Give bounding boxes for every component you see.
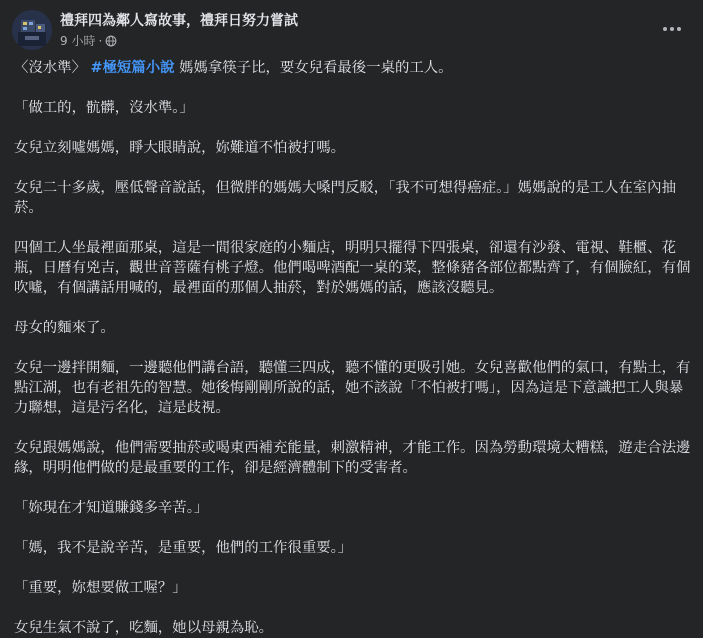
paragraph: 女兒一邊拌開麵，一邊聽他們講台語，聽懂三四成，聽不懂的更吸引她。女兒喜歡他們的氣口，有點土，有點江湖，也有老祖先的智慧。她後悔剛剛所說的話，她不該說「不怕被打嗎」，因為這是下意識把工人與暴力聯想，這是污名化，這是歧視。: [14, 360, 691, 416]
author-name[interactable]: 禮拜四為鄰人寫故事，禮拜日努力嘗試: [60, 13, 298, 29]
post-timestamp[interactable]: 9 小時: [60, 34, 96, 48]
paragraph: 「妳現在才知道賺錢多辛苦。」: [14, 500, 209, 516]
post-header: [12, 8, 691, 52]
hashtag-link[interactable]: #極短篇小說: [90, 60, 175, 76]
paragraph: 「做工的，骯髒，沒水準。」: [14, 100, 194, 116]
paragraph: 「媽，我不是說辛苦，是重要，他們的工作很重要。」: [14, 540, 353, 556]
paragraph: 「重要，妳想要做工喔？」: [14, 580, 187, 596]
globe-icon: [105, 34, 117, 48]
paragraph: 四個工人坐最裡面那桌，這是一間很家庭的小麵店，明明只擺得下四張桌，卻還有沙發、電視、鞋櫃、花瓶，日曆有兇吉，觀世音菩薩有桃子燈。他們喝啤酒配一桌的菜，整條豬各部位都點齊了，有個臉紅，有個吹噓，有個講話用喊的，最裡面的那個人抽菸，對於媽媽的話，應該沒聽見。: [14, 240, 691, 296]
paragraph: 女兒二十多歲，壓低聲音說話，但微胖的媽媽大嗓門反駁，「我不可想得癌症。」媽媽說的是工人在室內抽菸。: [14, 180, 676, 216]
story-title: 〈沒水準〉: [14, 60, 91, 76]
first-sentence: 媽媽拿筷子比，要女兒看最後一桌的工人。: [174, 60, 453, 76]
paragraph: 女兒跟媽媽說，他們需要抽菸或喝東西補充能量，刺激精神，才能工作。因為勞動環境太糟糕，遊走合法邊緣，明明他們做的是最重要的工作，卻是經濟體制下的受害者。: [14, 440, 691, 476]
avatar-image: [12, 10, 52, 50]
post-title-line: [14, 58, 694, 78]
paragraph: 女兒生氣不說了，吃麵，她以母親為恥。: [14, 620, 274, 636]
more-options-button[interactable]: [657, 14, 687, 44]
post-body: [14, 58, 694, 638]
meta-separator: ·: [98, 33, 103, 48]
post-meta: [60, 32, 117, 49]
page-avatar[interactable]: [12, 10, 52, 50]
paragraph: 母女的麵來了。: [14, 320, 115, 336]
more-options-icon: [662, 26, 682, 32]
paragraph: 女兒立刻噓媽媽，睜大眼睛說，妳難道不怕被打嗎。: [14, 140, 345, 156]
